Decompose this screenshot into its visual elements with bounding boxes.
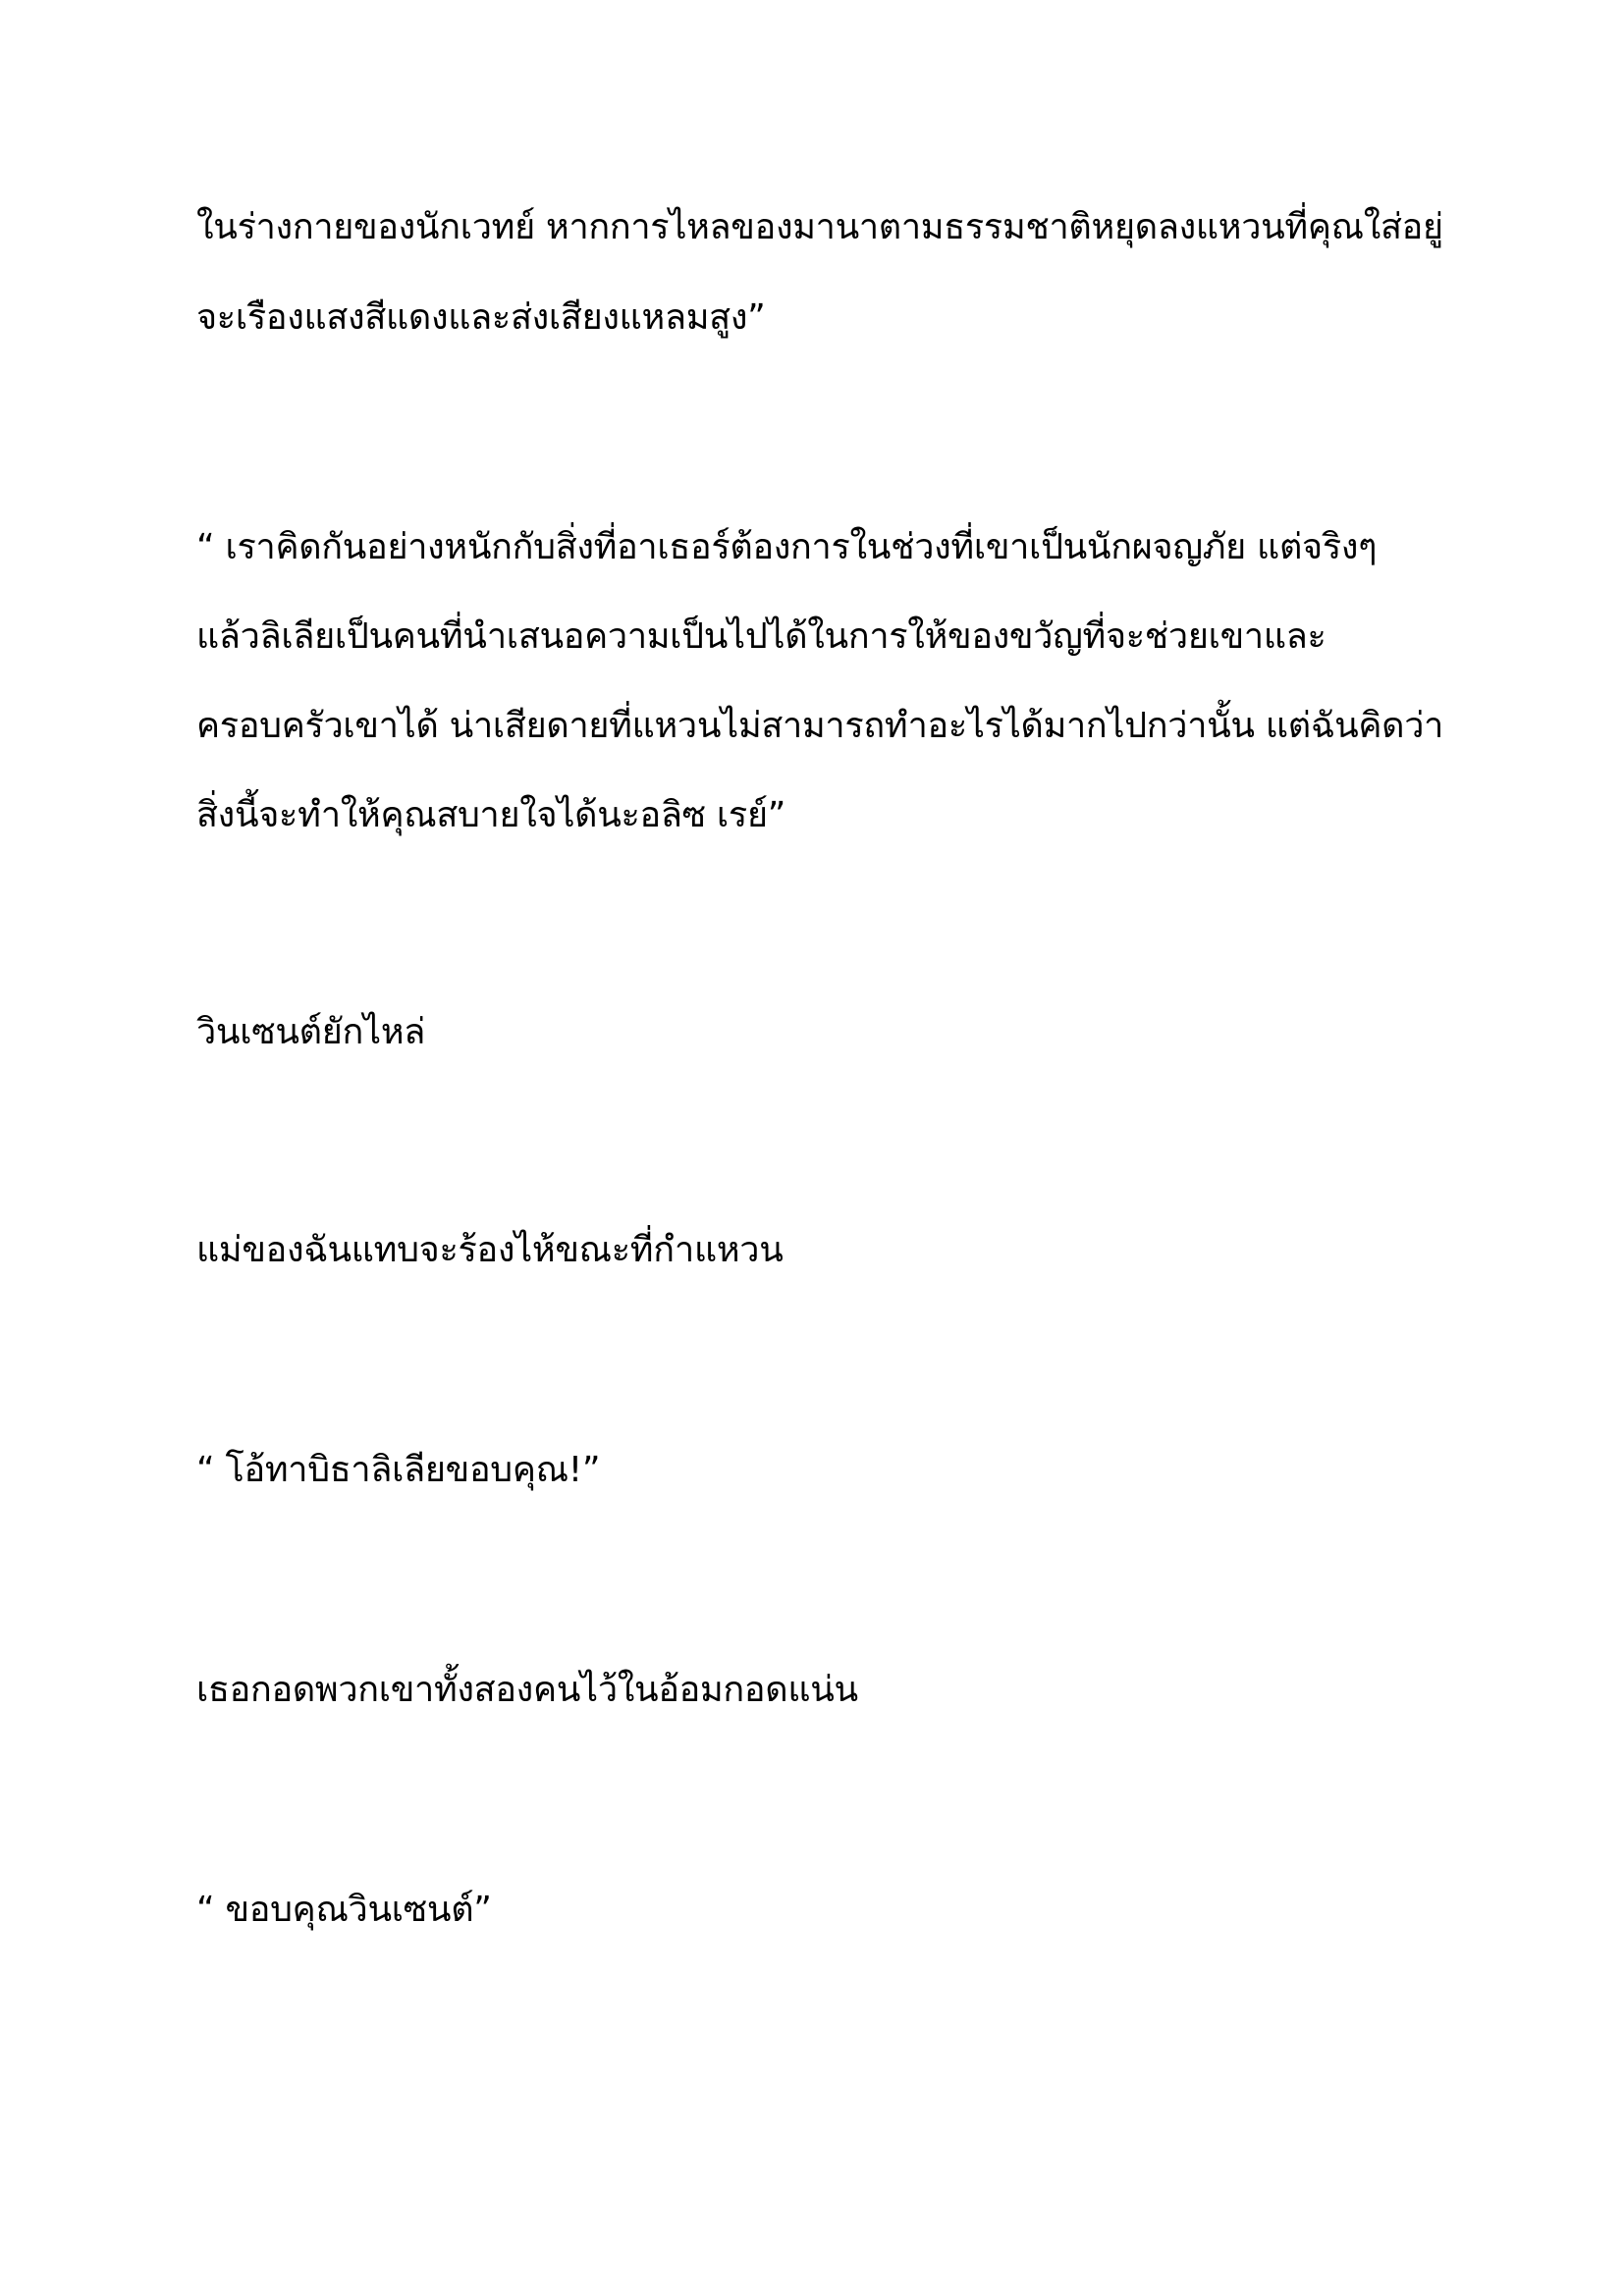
paragraph-3: วินเซนต์ยักไหล่ [196, 1012, 426, 1052]
paragraph-5: “ โอ้ทาบิธาลิเลียขอบคุณ!” [196, 1450, 601, 1490]
paragraph-2-line-3: ครอบครัวเขาได้ น่าเสียดายที่แหวนไม่สามารถทำอะไรได้มากไปกว่านั้น แต่ฉันคิดว่า [196, 706, 1444, 746]
paragraph-1-line-1: ในร่างกายของนักเวทย์ หากการไหลของมานาตามธรรมชาติหยุดลงแหวนที่คุณใส่อยู่ [196, 207, 1443, 247]
paragraph-7: “ ขอบคุณวินเซนต์” [196, 1890, 492, 1930]
paragraph-2-line-2: แล้วลิเลียเป็นคนที่นำเสนอความเป็นไปได้ในการให้ของขวัญที่จะช่วยเขาและ [196, 616, 1326, 657]
paragraph-1-line-2: จะเรืองแสงสีแดงและส่งเสียงแหลมสูง” [196, 297, 766, 338]
paragraph-2-line-4: สิ่งนี้จะทำให้คุณสบายใจได้นะอลิซ เรย์” [196, 795, 786, 835]
paragraph-4: แม่ของฉันแทบจะร้องไห้ขณะที่กำแหวน [196, 1230, 784, 1270]
paragraph-2-line-1: “ เราคิดกันอย่างหนักกับสิ่งที่อาเธอร์ต้องการในช่วงที่เขาเป็นนักผจญภัย แต่จริงๆ [196, 527, 1378, 567]
paragraph-6: เธอกอดพวกเขาทั้งสองคนไว้ในอ้อมกอดแน่น [196, 1670, 858, 1710]
